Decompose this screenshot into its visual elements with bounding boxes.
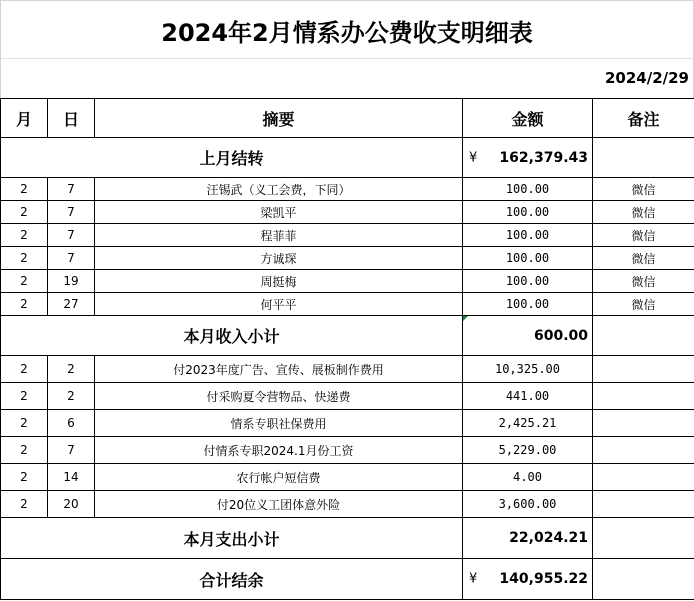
income-month: 2 — [1, 178, 48, 201]
income-day: 7 — [48, 247, 95, 270]
header-amount: 金额 — [463, 99, 593, 138]
income-day: 7 — [48, 224, 95, 247]
balance-amount-cell — [463, 559, 593, 600]
expense-amount: 3,600.00 — [463, 491, 593, 518]
income-month: 2 — [1, 293, 48, 316]
expense-month: 2 — [1, 410, 48, 437]
income-note: 微信 — [593, 178, 694, 201]
income-note: 微信 — [593, 201, 694, 224]
income-note: 微信 — [593, 247, 694, 270]
carry-over-amount-cell — [463, 138, 593, 178]
income-summary: 何平平 — [95, 293, 463, 316]
expense-row — [1, 383, 694, 410]
date-row — [0, 58, 694, 99]
header-month: 月 — [1, 99, 48, 138]
income-day: 19 — [48, 270, 95, 293]
expense-subtotal-label: 本月支出小计 — [1, 518, 463, 559]
income-subtotal-label: 本月收入小计 — [1, 316, 463, 356]
expense-row — [1, 410, 694, 437]
income-subtotal-amount: 600.00 — [533, 327, 588, 344]
expense-note — [593, 464, 694, 491]
carry-over-label: 上月结转 — [1, 138, 463, 178]
income-summary: 方诚琛 — [95, 247, 463, 270]
income-row — [1, 178, 694, 201]
expense-amount: 441.00 — [463, 383, 593, 410]
expense-month: 2 — [1, 356, 48, 383]
expense-day: 6 — [48, 410, 95, 437]
income-month: 2 — [1, 224, 48, 247]
carry-over-note — [593, 138, 694, 178]
expense-day: 7 — [48, 437, 95, 464]
income-amount: 100.00 — [463, 201, 593, 224]
expense-subtotal-row — [1, 518, 694, 559]
expense-summary: 情系专职社保费用 — [95, 410, 463, 437]
income-subtotal-note — [593, 316, 694, 356]
income-note: 微信 — [593, 270, 694, 293]
expense-row — [1, 437, 694, 464]
income-day: 7 — [48, 178, 95, 201]
expense-summary: 付2023年度广告、宣传、展板制作费用 — [95, 356, 463, 383]
expense-row — [1, 356, 694, 383]
expense-summary: 付采购夏令营物品、快递费 — [95, 383, 463, 410]
income-month: 2 — [1, 201, 48, 224]
expense-day: 20 — [48, 491, 95, 518]
balance-currency: ¥ — [469, 571, 478, 587]
expense-amount: 4.00 — [463, 464, 593, 491]
expense-subtotal-amount: 22,024.21 — [463, 518, 593, 559]
income-amount: 100.00 — [463, 178, 593, 201]
income-day: 27 — [48, 293, 95, 316]
expense-amount: 2,425.21 — [463, 410, 593, 437]
income-month: 2 — [1, 270, 48, 293]
income-amount: 100.00 — [463, 293, 593, 316]
expense-month: 2 — [1, 464, 48, 491]
carry-over-amount: 162,379.43 — [499, 149, 588, 166]
expense-note — [593, 410, 694, 437]
expense-row — [1, 464, 694, 491]
expense-note — [593, 491, 694, 518]
expense-day: 2 — [48, 356, 95, 383]
expense-day: 14 — [48, 464, 95, 491]
ledger-table — [0, 98, 694, 600]
carry-over-row — [1, 138, 694, 178]
income-row — [1, 293, 694, 316]
income-summary: 梁凯平 — [95, 201, 463, 224]
expense-day: 2 — [48, 383, 95, 410]
income-row — [1, 224, 694, 247]
expense-subtotal-note — [593, 518, 694, 559]
income-subtotal-row — [1, 316, 694, 356]
balance-amount: 140,955.22 — [499, 571, 588, 587]
income-amount: 100.00 — [463, 247, 593, 270]
expense-amount: 5,229.00 — [463, 437, 593, 464]
income-amount: 100.00 — [463, 270, 593, 293]
expense-row — [1, 491, 694, 518]
income-month: 2 — [1, 247, 48, 270]
expense-month: 2 — [1, 491, 48, 518]
expense-note — [593, 437, 694, 464]
income-day: 7 — [48, 201, 95, 224]
expense-month: 2 — [1, 437, 48, 464]
expense-summary: 付情系专职2024.1月份工资 — [95, 437, 463, 464]
income-row — [1, 247, 694, 270]
sheet-title: 2024年2月情系办公费收支明细表 — [0, 0, 694, 59]
header-day: 日 — [48, 99, 95, 138]
header-row — [1, 99, 694, 138]
income-summary: 程菲菲 — [95, 224, 463, 247]
comment-marker-icon — [463, 316, 468, 321]
header-summary: 摘要 — [95, 99, 463, 138]
income-row — [1, 201, 694, 224]
expense-note — [593, 356, 694, 383]
carry-over-currency: ¥ — [469, 150, 478, 165]
income-summary: 周挺梅 — [95, 270, 463, 293]
expense-note — [593, 383, 694, 410]
expense-amount: 10,325.00 — [463, 356, 593, 383]
balance-label: 合计结余 — [1, 559, 463, 600]
income-amount: 100.00 — [463, 224, 593, 247]
expense-summary: 农行帐户短信费 — [95, 464, 463, 491]
expense-summary: 付20位义工团体意外险 — [95, 491, 463, 518]
income-summary: 汪锡武（义工会费，下同） — [95, 178, 463, 201]
income-note: 微信 — [593, 224, 694, 247]
income-subtotal-amount-cell — [463, 316, 593, 356]
balance-note — [593, 559, 694, 600]
expense-month: 2 — [1, 383, 48, 410]
report-date: 2024/2/29 — [604, 69, 689, 87]
balance-row — [1, 559, 694, 600]
income-row — [1, 270, 694, 293]
header-note: 备注 — [593, 99, 694, 138]
income-note: 微信 — [593, 293, 694, 316]
